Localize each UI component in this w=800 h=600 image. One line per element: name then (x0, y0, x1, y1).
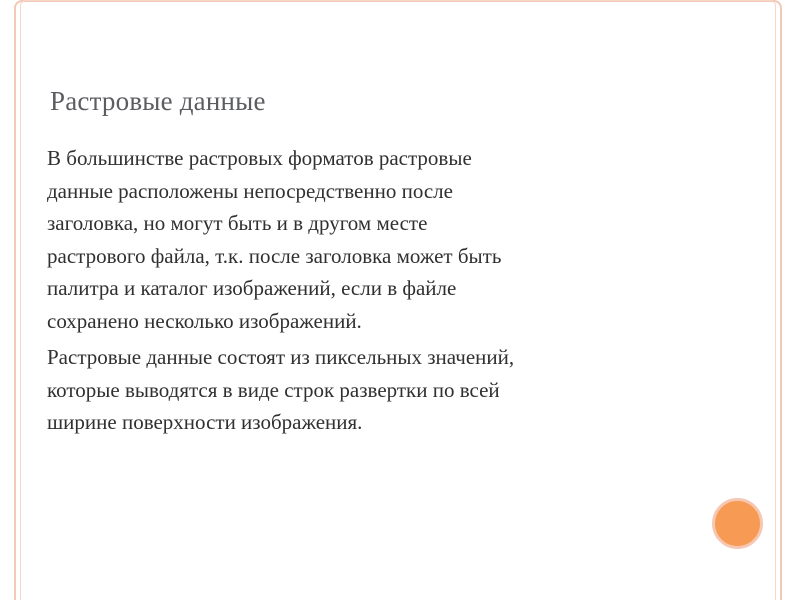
paragraph-1-line: В большинстве растровых форматов растровые (47, 146, 472, 170)
paragraph-2-line: Растровые данные состоят из пиксельных значений, (47, 345, 515, 369)
paragraph-2-line: которые выводятся в виде строк развертки по всей (47, 377, 500, 402)
paragraph-1-line: сохранено несколько изображений. (47, 308, 362, 333)
paragraph-2-line: ширине поверхности изображения. (47, 410, 363, 434)
paragraph-1-line: заголовка, но могут быть и в другом месте (47, 211, 428, 235)
decorative-circle (712, 498, 763, 549)
slide-body (47, 142, 687, 439)
paragraph-2 (47, 341, 687, 439)
paragraph-1-line: растрового файла, т.к. после заголовка может быть (47, 243, 502, 268)
paragraph-1-line: данные расположены непосредственно после (47, 178, 453, 203)
paragraph-1-line: палитра и каталог изображений, если в файле (47, 276, 457, 300)
slide-title: Растровые данные (50, 86, 266, 116)
paragraph-1 (47, 142, 687, 337)
